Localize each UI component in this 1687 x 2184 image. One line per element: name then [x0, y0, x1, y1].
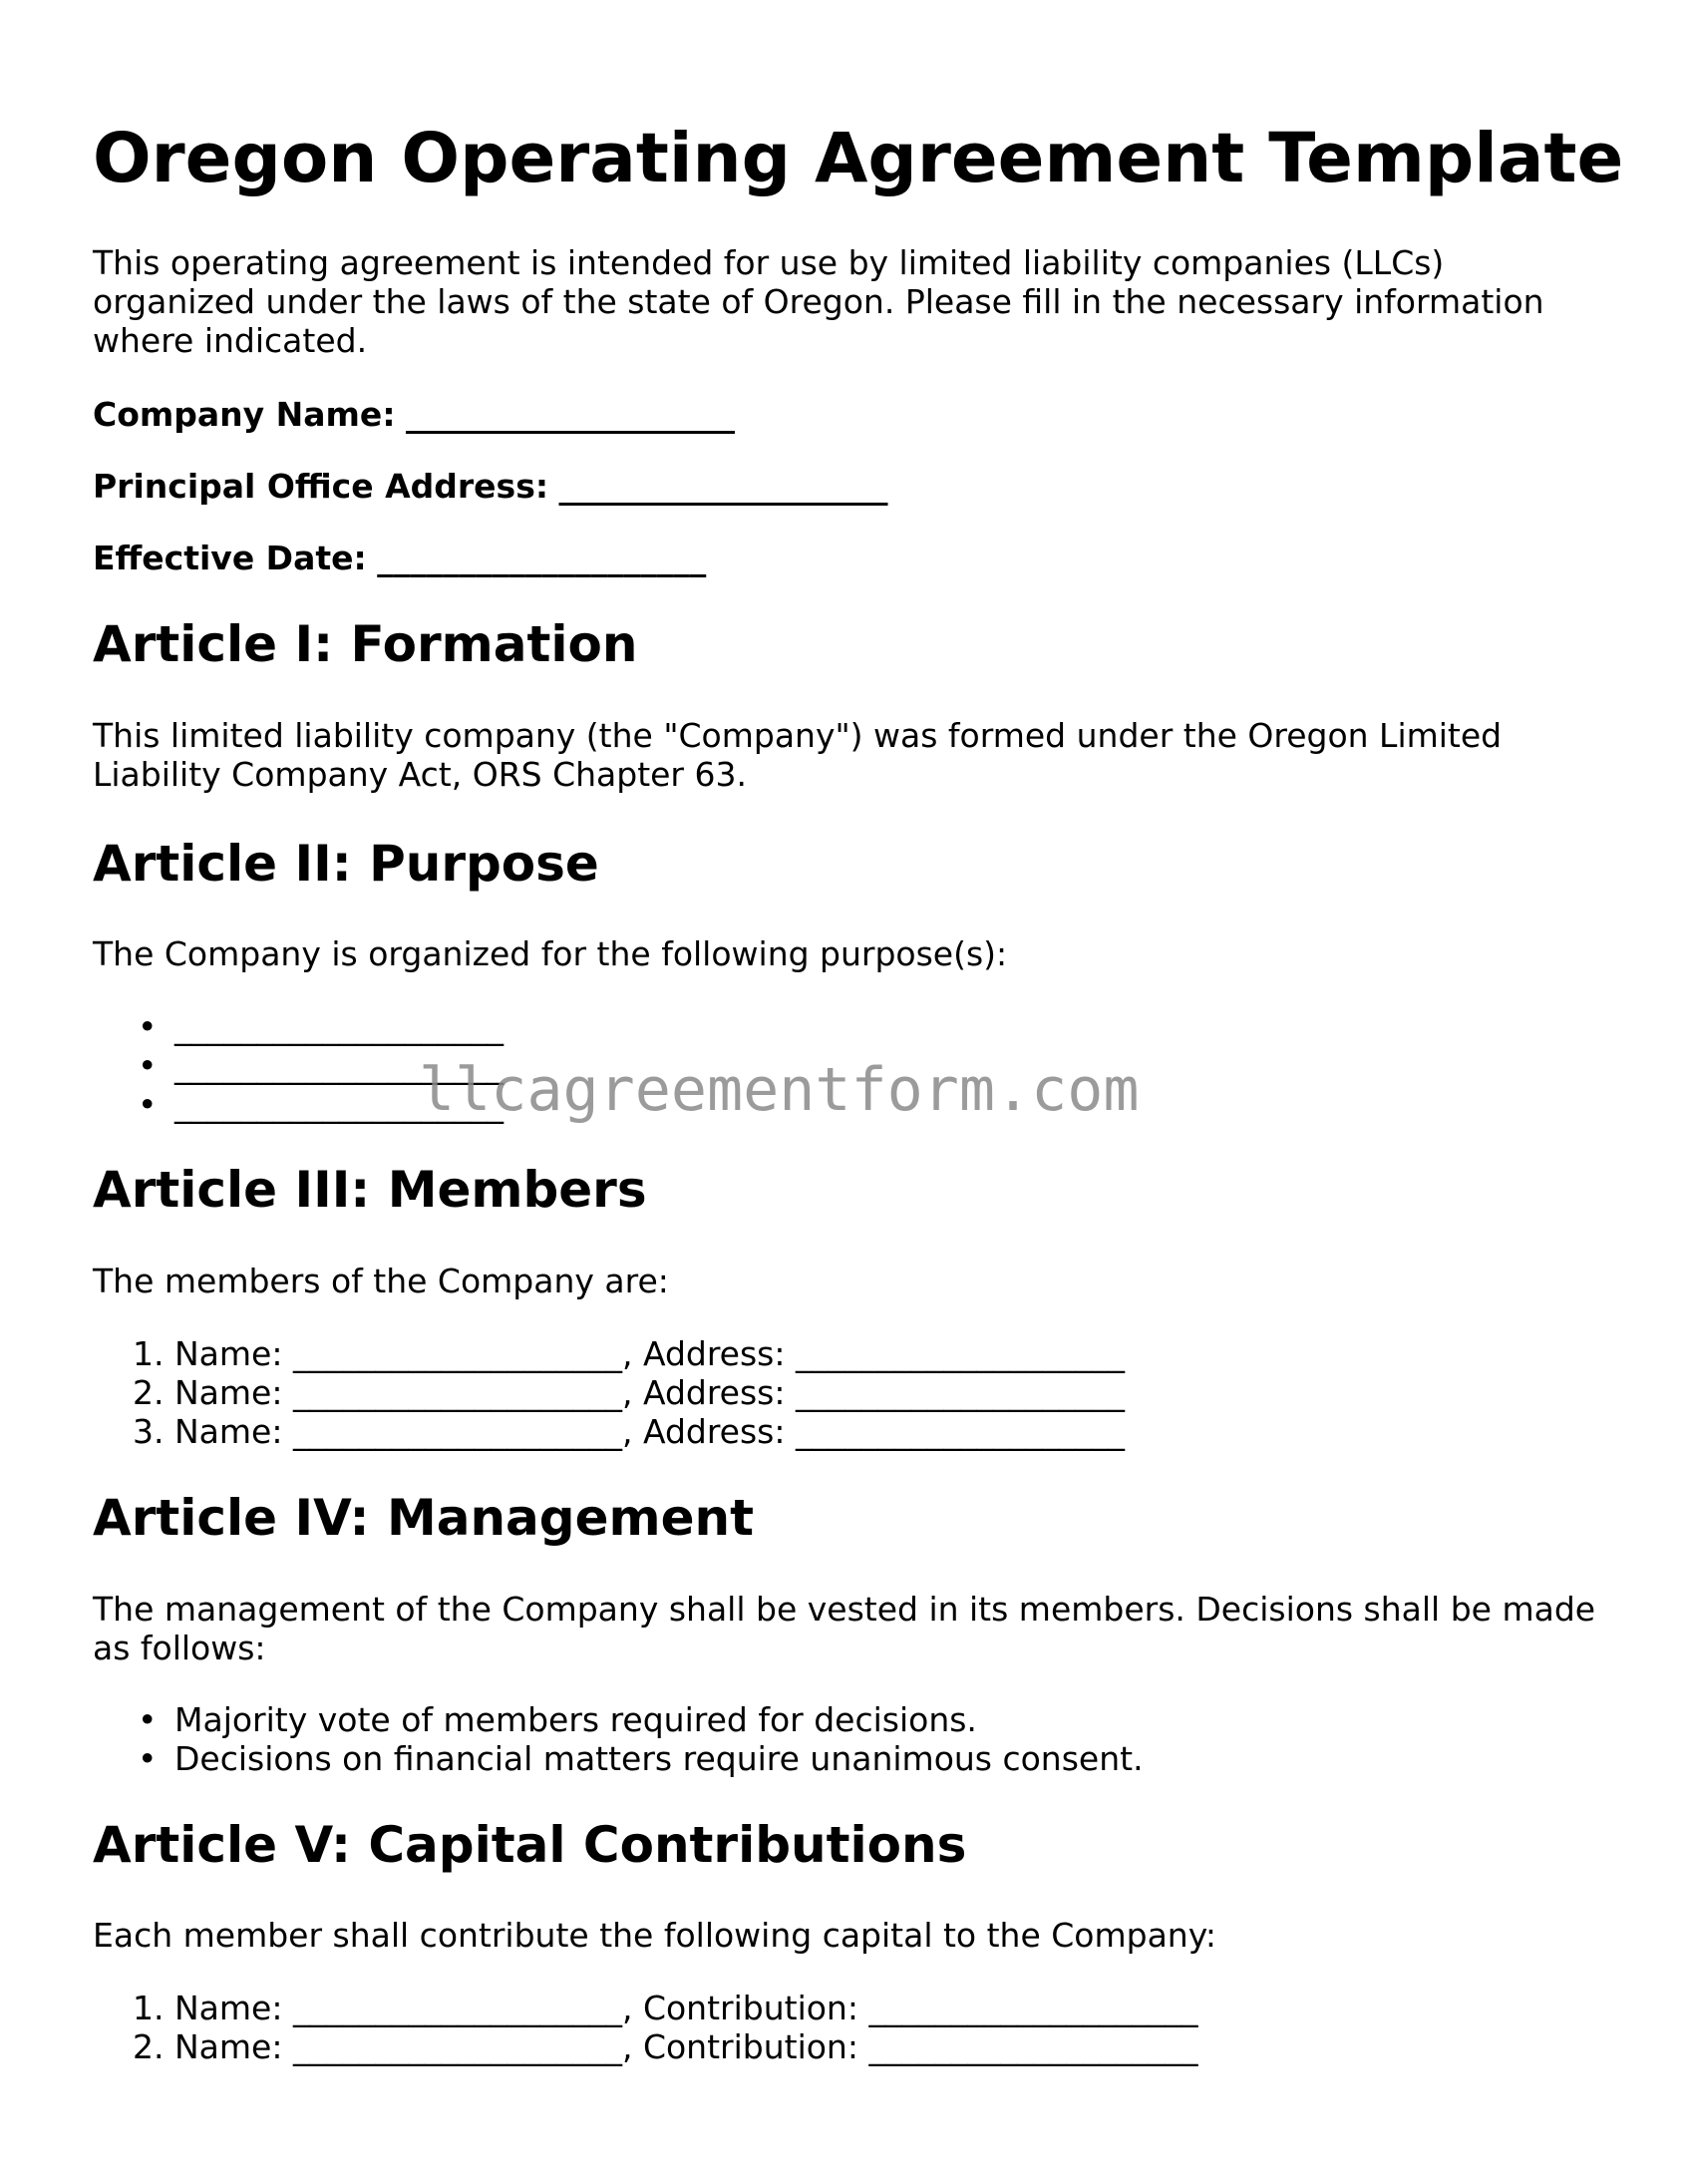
list-item: [93, 1700, 1144, 1739]
management-list: [93, 1700, 1144, 1778]
bullet-icon: •: [138, 1739, 158, 1778]
article-5-heading: Article V: Capital Contributions: [93, 1816, 967, 1874]
article-2-text: The Company is organized for the following purpose(s):: [93, 934, 1008, 973]
list-item: [93, 1412, 1125, 1451]
list-number: 3.: [133, 1412, 165, 1451]
management-rule: Decisions on financial matters require unanimous consent.: [174, 1739, 1144, 1778]
member-entry: Name: ____________________, Address: ____________________: [174, 1412, 1125, 1451]
contributions-list: [93, 1989, 1197, 2066]
article-3-text: The members of the Company are:: [93, 1262, 669, 1300]
article-5-text: Each member shall contribute the following capital to the Company:: [93, 1916, 1216, 1955]
list-number: 1.: [133, 1334, 165, 1373]
article-4-heading: Article IV: Management: [93, 1489, 754, 1547]
article-2-heading: Article II: Purpose: [93, 835, 599, 893]
effective-date-field: [93, 539, 706, 577]
company-name-label: Company Name:: [93, 395, 396, 434]
list-number: 1.: [133, 1989, 165, 2027]
watermark-text: llcagreementform.com: [419, 1055, 1140, 1125]
member-entry: Name: ____________________, Address: ____________________: [174, 1334, 1125, 1373]
principal-office-label: Principal Office Address:: [93, 467, 549, 506]
purpose-blank: ____________________: [174, 1085, 504, 1124]
article-1-heading: Article I: Formation: [93, 615, 638, 673]
intro-paragraph: This operating agreement is intended for use by limited liability companies (LLCs) organized under the laws of the state of Oregon. Please fill in the necessary information where indicated.: [93, 243, 1544, 360]
bullet-icon: •: [138, 1007, 158, 1046]
contribution-entry: Name: ____________________, Contribution: ____________________: [174, 1989, 1198, 2027]
principal-office-blank: ____________________: [558, 467, 888, 506]
purpose-blank: ____________________: [174, 1007, 504, 1046]
article-1-text: This limited liability company (the "Company") was formed under the Oregon Limited Liability Company Act, ORS Chapter 63.: [93, 716, 1503, 794]
bullet-icon: •: [138, 1700, 158, 1739]
article-4-text: The management of the Company shall be vested in its members. Decisions shall be made as follows:: [93, 1590, 1596, 1667]
list-item: [93, 1739, 1144, 1778]
purpose-blank: ____________________: [174, 1046, 504, 1085]
company-name-blank: ____________________: [406, 395, 736, 434]
company-name-field: [93, 395, 735, 434]
bullet-icon: •: [138, 1085, 158, 1124]
page-title: Oregon Operating Agreement Template: [93, 119, 1624, 198]
list-item: [93, 1989, 1197, 2027]
list-item: [93, 2027, 1197, 2066]
effective-date-label: Effective Date:: [93, 539, 367, 577]
management-rule: Majority vote of members required for decisions.: [174, 1700, 977, 1739]
article-3-heading: Article III: Members: [93, 1161, 647, 1219]
list-item: [93, 1007, 504, 1046]
members-list: [93, 1334, 1125, 1451]
contribution-entry: Name: ____________________, Contribution: ____________________: [174, 2027, 1198, 2066]
list-item: [93, 1373, 1125, 1412]
list-number: 2.: [133, 2027, 165, 2066]
principal-office-field: [93, 467, 888, 506]
bullet-icon: •: [138, 1046, 158, 1085]
list-item: [93, 1334, 1125, 1373]
list-number: 2.: [133, 1373, 165, 1412]
effective-date-blank: ____________________: [377, 539, 707, 577]
member-entry: Name: ____________________, Address: ____________________: [174, 1373, 1125, 1412]
